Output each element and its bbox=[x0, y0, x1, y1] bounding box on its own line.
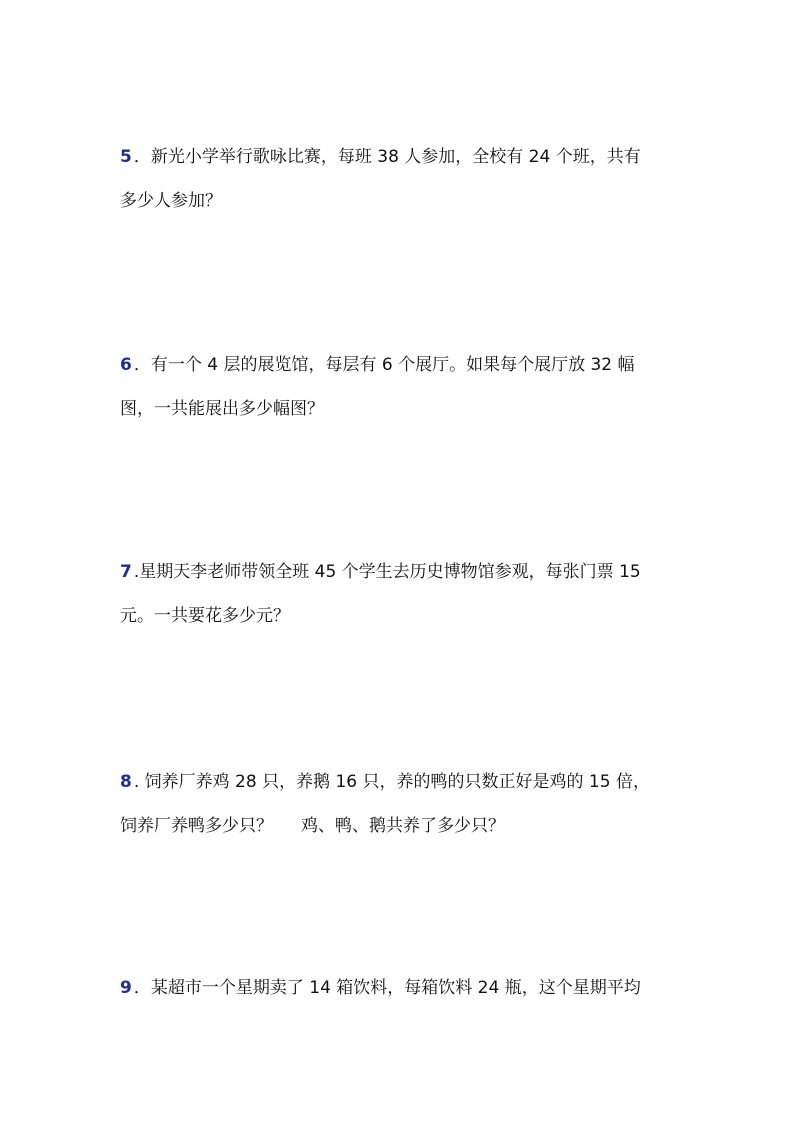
problem-number: 9 bbox=[120, 978, 132, 998]
problem-text: 饲养厂养鸭多少只？ bbox=[120, 816, 273, 836]
problem-number: 8 bbox=[120, 772, 132, 792]
problem-text: ．某超市一个星期卖了 14 箱饮料，每箱饮料 24 瓶，这个星期平均 bbox=[133, 978, 641, 998]
problem-8-line-2 bbox=[120, 804, 690, 848]
problem-text: .星期天李老师带领全班 45 个学生去历史博物馆参观，每张门票 15 bbox=[133, 562, 641, 582]
problem-text: . 饲养厂养鸡 28 只，养鹅 16 只，养的鸭的只数正好是鸡的 15 倍， bbox=[133, 772, 650, 792]
problem-number: 7 bbox=[120, 562, 132, 582]
problem-5-line-1 bbox=[120, 135, 690, 179]
problem-5 bbox=[120, 135, 690, 223]
problem-6 bbox=[120, 343, 690, 431]
problem-number: 6 bbox=[120, 355, 132, 375]
problem-number: 5 bbox=[120, 147, 132, 167]
problem-8 bbox=[120, 760, 690, 848]
problem-9 bbox=[120, 966, 690, 1010]
problem-text: ．有一个 4 层的展览馆，每层有 6 个展厅。如果每个展厅放 32 幅 bbox=[133, 355, 635, 375]
problem-7-line-2: 元。一共要花多少元？ bbox=[120, 606, 290, 626]
problem-7 bbox=[120, 550, 690, 638]
problem-6-line-1 bbox=[120, 343, 690, 387]
problem-second-question: 鸡、鸭、鹅共养了多少只？ bbox=[301, 816, 505, 836]
problem-8-line-1 bbox=[120, 760, 690, 804]
problem-9-line-1 bbox=[120, 966, 690, 1010]
problem-text: ．新光小学举行歌咏比赛，每班 38 人参加，全校有 24 个班，共有 bbox=[133, 147, 641, 167]
problem-5-line-2: 多少人参加？ bbox=[120, 191, 222, 211]
problem-6-line-2: 图，一共能展出多少幅图？ bbox=[120, 399, 324, 419]
problem-7-line-1 bbox=[120, 550, 690, 594]
